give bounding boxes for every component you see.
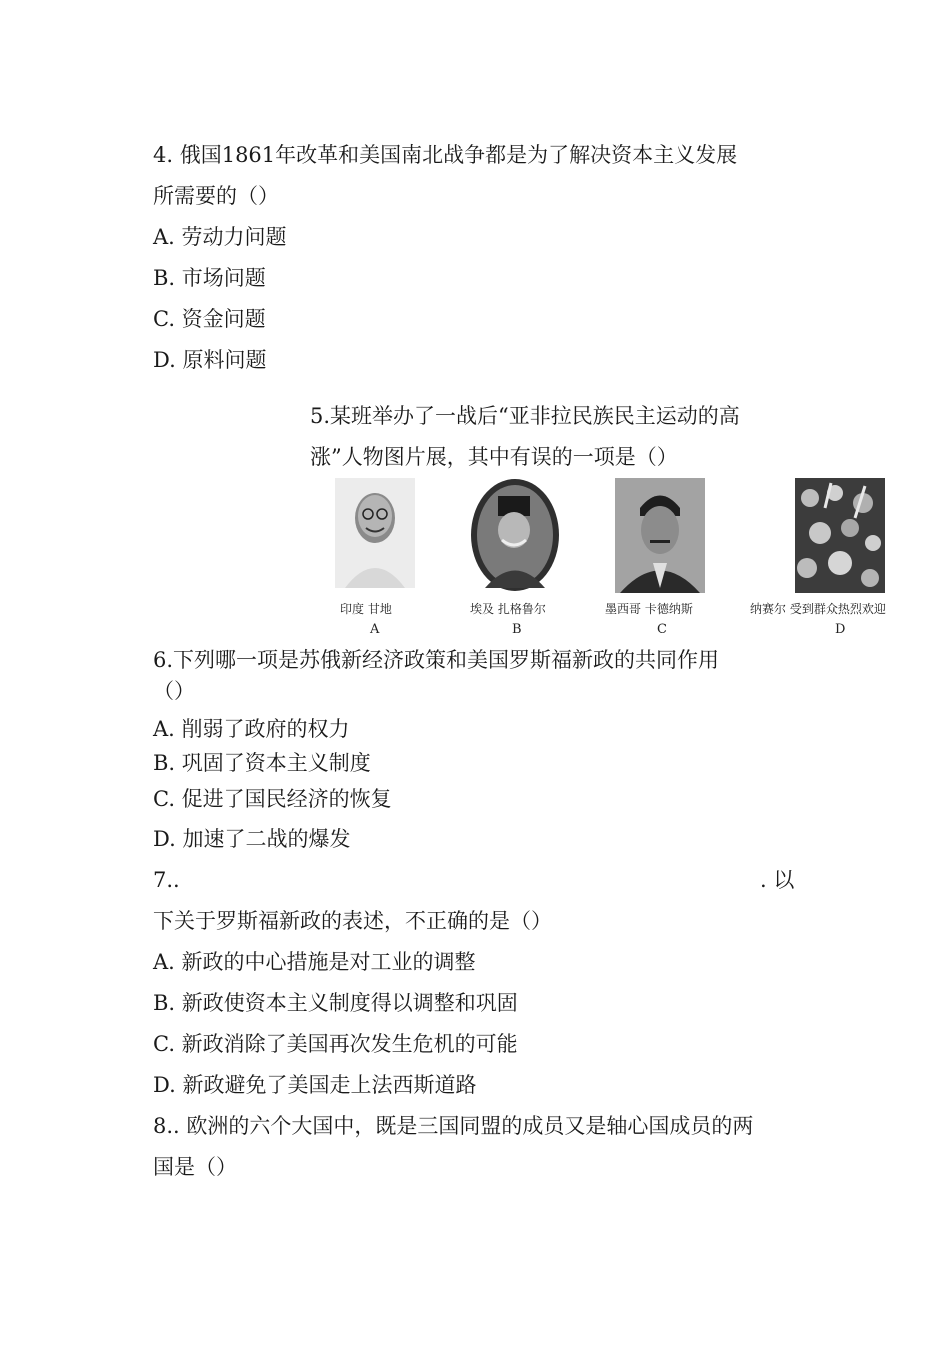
q7-option-a: A. 新政的中心措施是对工业的调整 xyxy=(153,950,476,974)
photo-c-caption: 墨西哥 卡德纳斯 xyxy=(605,602,693,616)
q4-stem-line1: 4. 俄国1861年改革和美国南北战争都是为了解决资本主义发展 xyxy=(153,143,738,167)
q8-stem-line2: 国是（） xyxy=(153,1155,237,1179)
q5-stem-line1: 5.某班举办了一战后“亚非拉民族民主运动的高 xyxy=(310,404,740,428)
q6-stem-line2: （） xyxy=(153,679,195,703)
q5-stem-line2: 涨”人物图片展，其中有误的一项是（） xyxy=(310,445,678,469)
q6-option-c: C. 促进了国民经济的恢复 xyxy=(153,787,392,811)
q7-option-d: D. 新政避免了美国走上法西斯道路 xyxy=(153,1073,477,1097)
q6-stem-line1: 6.下列哪一项是苏俄新经济政策和美国罗斯福新政的共同作用 xyxy=(153,648,720,672)
photo-a-image xyxy=(335,478,415,588)
q5-photo-row xyxy=(330,478,930,643)
q6-option-d: D. 加速了二战的爆发 xyxy=(153,827,351,851)
q6-option-b: B. 巩固了资本主义制度 xyxy=(153,751,371,775)
photo-c-image xyxy=(615,478,705,593)
photo-a-letter: A xyxy=(370,622,380,637)
q7-option-b: B. 新政使资本主义制度得以调整和巩固 xyxy=(153,991,518,1015)
q4-option-b: B. 市场问题 xyxy=(153,266,266,290)
q7-stem-tail: . 以 xyxy=(760,868,795,892)
photo-b-letter: B xyxy=(512,622,522,637)
q4-option-d: D. 原料问题 xyxy=(153,348,267,372)
photo-b-image xyxy=(470,478,560,593)
q7-stem-line2: 下关于罗斯福新政的表述，不正确的是（） xyxy=(153,909,552,933)
photo-d-caption: 纳赛尔 受到群众热烈欢迎 xyxy=(750,602,886,616)
q4-stem-line2: 所需要的（） xyxy=(153,184,279,208)
q7-number: 7.. xyxy=(153,868,180,892)
photo-b-caption: 埃及 扎格鲁尔 xyxy=(470,602,546,616)
photo-d-image xyxy=(795,478,885,593)
photo-d-letter: D xyxy=(835,622,846,637)
q8-stem-line1: 8.. 欧洲的六个大国中，既是三国同盟的成员又是轴心国成员的两 xyxy=(153,1114,754,1138)
photo-a-caption: 印度 甘地 xyxy=(340,602,392,616)
q7-option-c: C. 新政消除了美国再次发生危机的可能 xyxy=(153,1032,518,1056)
q6-option-a: A. 削弱了政府的权力 xyxy=(153,717,350,741)
photo-c-letter: C xyxy=(657,622,667,637)
q4-option-a: A. 劳动力问题 xyxy=(153,225,287,249)
q4-option-c: C. 资金问题 xyxy=(153,307,266,331)
